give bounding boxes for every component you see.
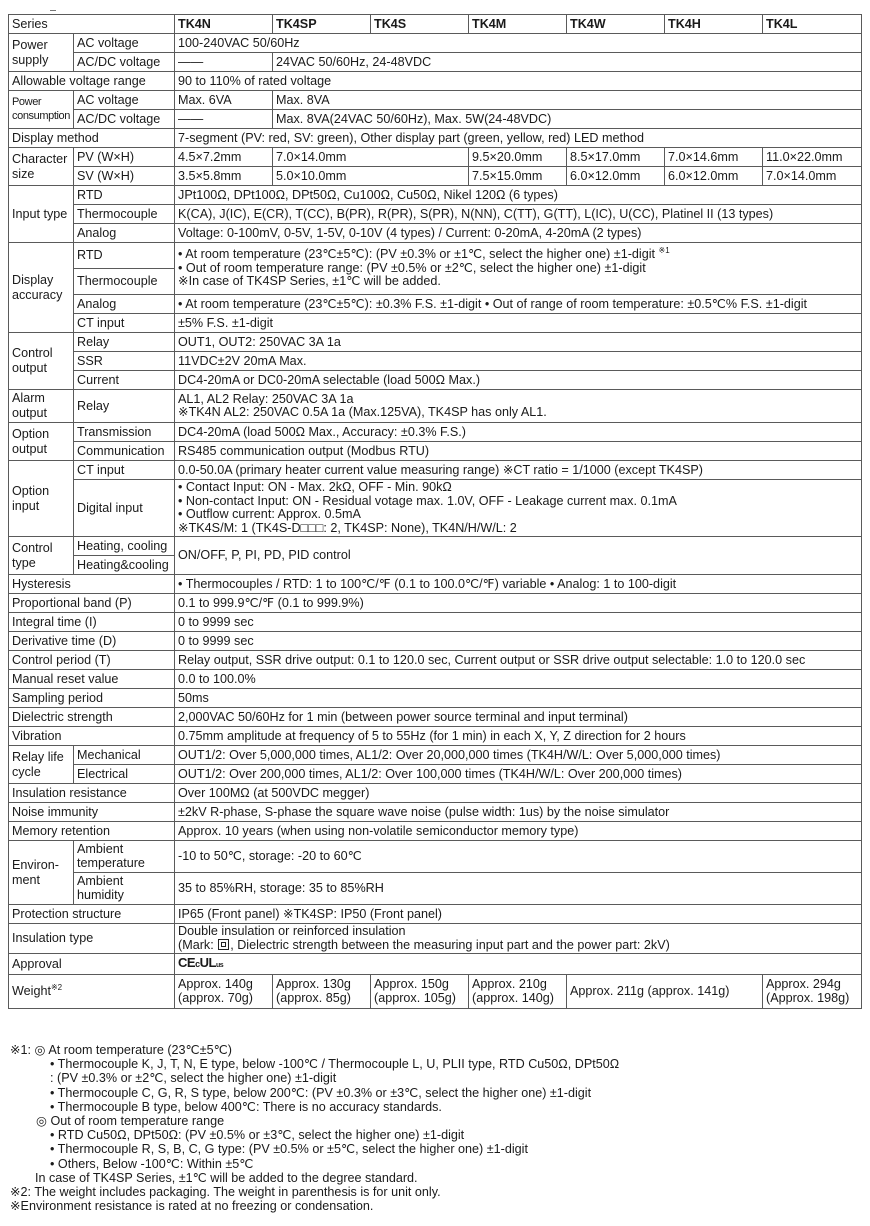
option-output-label: Option output	[9, 423, 74, 461]
rtd-value: JPt100Ω, DPt100Ω, DPt50Ω, Cu100Ω, Cu50Ω, Nikel 120Ω (6 types)	[175, 186, 862, 205]
integral-time-label: Integral time (I)	[9, 613, 175, 632]
footnote-line: ※Environment resistance is rated at no freezing or condensation.	[10, 1199, 374, 1214]
ul-mark-icon: UL	[199, 955, 216, 970]
table-row	[9, 224, 862, 243]
table-row	[9, 841, 862, 873]
c-mark: c	[195, 959, 200, 969]
digital-line-3: • Outflow current: Approx. 0.5mA	[178, 507, 361, 521]
sv-tk4n: 3.5×5.8mm	[175, 167, 273, 186]
alarm-relay-label: Relay	[74, 390, 175, 423]
protection-label: Protection structure	[9, 905, 175, 924]
footnotes	[10, 1043, 619, 1213]
manual-reset-value: 0.0 to 100.0%	[175, 670, 862, 689]
model-tk4m: TK4M	[469, 15, 567, 34]
weight-label-text: Weight	[12, 984, 51, 998]
table-row	[9, 34, 862, 53]
co-ssr-label: SSR	[74, 352, 175, 371]
table-row	[9, 924, 862, 954]
acc-line-3: ※In case of TK4SP Series, ±1℃ will be added.	[178, 274, 441, 289]
acc-analog-label: Analog	[74, 295, 175, 314]
insulation-line-2a: (Mark:	[178, 937, 218, 952]
model-tk4sp: TK4SP	[273, 15, 371, 34]
alarm-line-1: AL1, AL2 Relay: 250VAC 3A 1a	[178, 391, 354, 406]
certification-logos	[178, 955, 223, 970]
page-mark	[50, 10, 56, 11]
digital-line-4a: ※TK4S/M: 1 (TK4S-D	[178, 520, 301, 535]
footnote-line: In case of TK4SP Series, ±1℃ will be added to the degree standard.	[35, 1170, 418, 1185]
manual-reset-label: Manual reset value	[9, 670, 175, 689]
dielectric-strength-value: 2,000VAC 50/60Hz for 1 min (between power source terminal and input terminal)	[175, 708, 862, 727]
pc-ac-value: Max. 8VA	[273, 91, 862, 110]
ambient-humidity-value: 35 to 85%RH, storage: 35 to 85%RH	[175, 873, 862, 905]
proportional-band-value: 0.1 to 999.9℃/℉ (0.1 to 999.9%)	[175, 594, 862, 613]
rtd-label: RTD	[74, 186, 175, 205]
proportional-band-label: Proportional band (P)	[9, 594, 175, 613]
table-row	[9, 167, 862, 186]
derivative-time-value: 0 to 9999 sec	[175, 632, 862, 651]
mechanical-value: OUT1/2: Over 5,000,000 times, AL1/2: Over 20,000,000 times (TK4H/W/L: Over 5,000,000 times)	[175, 746, 862, 765]
weight-tk4m: Approx. 210g (approx. 140g)	[469, 975, 567, 1009]
ac-voltage-label: AC voltage	[74, 34, 175, 53]
table-row	[9, 314, 862, 333]
insulation-type-value	[175, 924, 862, 954]
insulation-line-1: Double insulation or reinforced insulation	[178, 924, 406, 938]
electrical-value: OUT1/2: Over 200,000 times, AL1/2: Over 100,000 times (TK4H/W/L: Over 200,000 times)	[175, 765, 862, 784]
allowable-voltage-value: 90 to 110% of rated voltage	[175, 72, 862, 91]
table-row	[9, 765, 862, 784]
weight-tk4w-tk4h: Approx. 211g (approx. 141g)	[567, 975, 763, 1009]
pv-tk4sp-tk4s: 7.0×14.0mm	[273, 148, 469, 167]
memory-retention-value: Approx. 10 years (when using non-volatile semiconductor memory type)	[175, 822, 862, 841]
footnote-line: • Others, Below -100℃: Within ±5℃	[50, 1156, 254, 1171]
table-row	[9, 333, 862, 352]
communication-label: Communication	[74, 442, 175, 461]
memory-retention-label: Memory retention	[9, 822, 175, 841]
integral-time-value: 0 to 9999 sec	[175, 613, 862, 632]
control-type-value: ON/OFF, P, PI, PD, PID control	[175, 537, 862, 575]
sv-tk4m: 7.5×15.0mm	[469, 167, 567, 186]
spec-table	[8, 14, 862, 1009]
pv-tk4h: 7.0×14.6mm	[665, 148, 763, 167]
thermocouple-value: K(CA), J(IC), E(CR), T(CC), B(PR), R(PR), S(PR), N(NN), C(TT), G(TT), L(IC), U(CC), Platinel II (13 types)	[175, 205, 862, 224]
allowable-voltage-label: Allowable voltage range	[9, 72, 175, 91]
table-row	[9, 727, 862, 746]
analog-value: Voltage: 0-100mV, 0-5V, 1-5V, 0-10V (4 types) / Current: 0-20mA, 4-20mA (2 types)	[175, 224, 862, 243]
table-row	[9, 632, 862, 651]
power-consumption-label-2: consumption	[12, 109, 70, 122]
table-row	[9, 651, 862, 670]
header-row	[9, 15, 862, 34]
weight-tk4s: Approx. 150g (approx. 105g)	[371, 975, 469, 1009]
vibration-label: Vibration	[9, 727, 175, 746]
transmission-value: DC4-20mA (load 500Ω Max., Accuracy: ±0.3% F.S.)	[175, 423, 862, 442]
pc-acdc-value: Max. 8VA(24VAC 50/60Hz), Max. 5W(24-48VDC)	[273, 110, 862, 129]
acc-line-2: • Out of room temperature range: (PV ±0.5% or ±2℃, select the higher one) ±1-digit	[178, 260, 646, 275]
table-row	[9, 110, 862, 129]
display-method-value: 7-segment (PV: red, SV: green), Other display part (green, yellow, red) LED method	[175, 129, 862, 148]
double-insulation-mark-icon	[218, 939, 229, 950]
digital-line-2: • Non-contact Input: ON - Residual votage max. 1.0V, OFF - Leakage current max. 0.1mA	[178, 493, 677, 508]
control-type-label: Control type	[9, 537, 74, 575]
noise-immunity-value: ±2kV R-phase, S-phase the square wave noise (pulse width: 1us) by the noise simulator	[175, 803, 862, 822]
character-size-label: Character size	[9, 148, 74, 186]
acdc-voltage-value: 24VAC 50/60Hz, 24-48VDC	[273, 53, 862, 72]
approval-value	[175, 954, 862, 975]
derivative-time-label: Derivative time (D)	[9, 632, 175, 651]
hysteresis-value: • Thermocouples / RTD: 1 to 100℃/℉ (0.1 to 100.0℃/℉) variable • Analog: 1 to 100-digit	[175, 575, 862, 594]
oi-ct-label: CT input	[74, 461, 175, 480]
acc-rtd-tc-value	[175, 243, 862, 295]
environment-label: Environ-ment	[9, 841, 74, 905]
dielectric-strength-label: Dielectric strength	[9, 708, 175, 727]
table-row	[9, 480, 862, 537]
acdc-voltage-label: AC/DC voltage	[74, 53, 175, 72]
table-row	[9, 670, 862, 689]
footnote-line: • Thermocouple B type, below 400℃: There is no accuracy standards.	[50, 1099, 442, 1114]
pc-acdc-label: AC/DC voltage	[74, 110, 175, 129]
footnote-line: ※1: ◎ At room temperature (23℃±5℃)	[10, 1043, 232, 1057]
weight-label	[9, 975, 175, 1009]
display-accuracy-label: Display accuracy	[9, 243, 74, 333]
pv-tk4n: 4.5×7.2mm	[175, 148, 273, 167]
ambient-temp-value: -10 to 50℃, storage: -20 to 60℃	[175, 841, 862, 873]
ce-mark-icon: CE	[178, 955, 196, 970]
table-row	[9, 461, 862, 480]
insulation-line-2b: , Dielectric strength between the measuring input part and the power part: 2kV)	[230, 937, 670, 952]
heating-and-cooling-label: Heating&cooling	[74, 556, 175, 575]
digital-line-1: • Contact Input: ON - Max. 2kΩ, OFF - Min. 90kΩ	[178, 480, 452, 494]
acc-thermocouple-label: Thermocouple	[74, 269, 175, 295]
table-row	[9, 613, 862, 632]
noise-immunity-label: Noise immunity	[9, 803, 175, 822]
digital-input-value	[175, 480, 862, 537]
alarm-line-2: ※TK4N AL2: 250VAC 0.5A 1a (Max.125VA), TK4SP has only AL1.	[178, 405, 547, 419]
table-row	[9, 746, 862, 765]
table-row	[9, 954, 862, 975]
mechanical-label: Mechanical	[74, 746, 175, 765]
sampling-period-value: 50ms	[175, 689, 862, 708]
analog-label: Analog	[74, 224, 175, 243]
power-consumption-label	[9, 91, 74, 129]
acc-analog-value: • At room temperature (23℃±5℃): ±0.3% F.S. ±1-digit • Out of range of room temperature: ±0.5℃% F.S. ±1-digit	[175, 295, 862, 314]
co-ssr-value: 11VDC±2V 20mA Max.	[175, 352, 862, 371]
relay-life-label: Relay life cycle	[9, 746, 74, 784]
footnote-line: • RTD Cu50Ω, DPt50Ω: (PV ±0.5% or ±3℃, select the higher one) ±1-digit	[50, 1128, 465, 1143]
co-current-label: Current	[74, 371, 175, 390]
alarm-output-label: Alarm output	[9, 390, 74, 423]
co-relay-label: Relay	[74, 333, 175, 352]
table-row	[9, 53, 862, 72]
footnote-line: ※2: The weight includes packaging. The weight in parenthesis is for unit only.	[10, 1185, 441, 1200]
table-row	[9, 594, 862, 613]
table-row	[9, 575, 862, 594]
footnote-ref-1: ※1	[658, 246, 670, 256]
footnote-line: • Thermocouple C, G, R, S type, below 200℃: (PV ±0.3% or ±3℃, select the higher one) ±1-digit	[50, 1085, 592, 1100]
table-row	[9, 91, 862, 110]
table-row	[9, 689, 862, 708]
table-row	[9, 148, 862, 167]
sv-label: SV (W×H)	[74, 167, 175, 186]
pv-label: PV (W×H)	[74, 148, 175, 167]
insulation-resistance-label: Insulation resistance	[9, 784, 175, 803]
power-supply-label: Power supply	[9, 34, 74, 72]
acc-ct-value: ±5% F.S. ±1-digit	[175, 314, 862, 333]
digital-input-label: Digital input	[74, 480, 175, 537]
alarm-relay-value	[175, 390, 862, 423]
model-tk4n: TK4N	[175, 15, 273, 34]
ambient-humidity-label: Ambient humidity	[74, 873, 175, 905]
input-type-label: Input type	[9, 186, 74, 243]
electrical-label: Electrical	[74, 765, 175, 784]
sv-tk4w: 6.0×12.0mm	[567, 167, 665, 186]
protection-value: IP65 (Front panel) ※TK4SP: IP50 (Front panel)	[175, 905, 862, 924]
footnote-line: • Thermocouple R, S, B, C, G type: (PV ±0.5% or ±5℃, select the higher one) ±1-digit	[50, 1142, 528, 1157]
weight-tk4l: Approx. 294g (Approx. 198g)	[763, 975, 862, 1009]
footnote-line: ◎ Out of room temperature range	[36, 1114, 225, 1129]
us-mark: us	[215, 962, 224, 969]
ambient-temp-label: Ambient temperature	[74, 841, 175, 873]
sv-tk4sp-tk4s: 5.0×10.0mm	[273, 167, 469, 186]
series-label: Series	[9, 15, 175, 34]
control-period-label: Control period (T)	[9, 651, 175, 670]
sv-tk4h: 6.0×12.0mm	[665, 167, 763, 186]
co-current-value: DC4-20mA or DC0-20mA selectable (load 500Ω Max.)	[175, 371, 862, 390]
co-relay-value: OUT1, OUT2: 250VAC 3A 1a	[175, 333, 862, 352]
table-row	[9, 371, 862, 390]
control-output-label: Control output	[9, 333, 74, 390]
digital-line-4b: : 2, TK4SP: None), TK4N/H/W/L: 2	[323, 520, 517, 535]
control-period-value: Relay output, SSR drive output: 0.1 to 120.0 sec, Current output or SSR drive output selectable: 1.0 to 120.0 sec	[175, 651, 862, 670]
pv-tk4m: 9.5×20.0mm	[469, 148, 567, 167]
table-row	[9, 442, 862, 461]
table-row	[9, 352, 862, 371]
insulation-resistance-value: Over 100MΩ (at 500VDC megger)	[175, 784, 862, 803]
table-row	[9, 708, 862, 727]
table-row	[9, 390, 862, 423]
weight-tk4n: Approx. 140g (approx. 70g)	[175, 975, 273, 1009]
table-row	[9, 205, 862, 224]
sv-tk4l: 7.0×14.0mm	[763, 167, 862, 186]
table-row	[9, 822, 862, 841]
table-row	[9, 186, 862, 205]
table-row	[9, 873, 862, 905]
transmission-label: Transmission	[74, 423, 175, 442]
table-row	[9, 129, 862, 148]
vibration-value: 0.75mm amplitude at frequency of 5 to 55Hz (for 1 min) in each X, Y, Z direction for 2 hours	[175, 727, 862, 746]
hysteresis-label: Hysteresis	[9, 575, 175, 594]
model-tk4w: TK4W	[567, 15, 665, 34]
acc-ct-label: CT input	[74, 314, 175, 333]
pv-tk4l: 11.0×22.0mm	[763, 148, 862, 167]
option-input-label: Option input	[9, 461, 74, 537]
footnote-ref-2: ※2	[50, 982, 63, 992]
table-row	[9, 784, 862, 803]
display-method-label: Display method	[9, 129, 175, 148]
pc-acdc-tk4n: ——	[175, 110, 273, 129]
table-row	[9, 243, 862, 269]
footnote-line: • Thermocouple K, J, T, N, E type, below -100℃ / Thermocouple L, U, PLII type, RTD Cu50Ω, DPt50Ω	[50, 1057, 620, 1072]
insulation-type-label: Insulation type	[9, 924, 175, 954]
table-row	[9, 295, 862, 314]
pv-tk4w: 8.5×17.0mm	[567, 148, 665, 167]
placeholder-boxes: □□□	[300, 520, 324, 535]
acc-rtd-label: RTD	[74, 243, 175, 269]
model-tk4h: TK4H	[665, 15, 763, 34]
model-tk4l: TK4L	[763, 15, 862, 34]
approval-label: Approval	[9, 954, 175, 975]
table-row	[9, 975, 862, 1009]
model-tk4s: TK4S	[371, 15, 469, 34]
acdc-tk4n-value: ——	[175, 53, 273, 72]
table-row	[9, 537, 862, 556]
communication-value: RS485 communication output (Modbus RTU)	[175, 442, 862, 461]
oi-ct-value: 0.0-50.0A (primary heater current value measuring range) ※CT ratio = 1/1000 (except TK4SP)	[175, 461, 862, 480]
thermocouple-label: Thermocouple	[74, 205, 175, 224]
acc-line-1: • At room temperature (23℃±5℃): (PV ±0.3% or ±1℃, select the higher one) ±1-digit	[178, 247, 656, 262]
sampling-period-label: Sampling period	[9, 689, 175, 708]
table-row	[9, 803, 862, 822]
footnote-line: : (PV ±0.3% or ±2℃, select the higher one) ±1-digit	[50, 1071, 337, 1086]
table-row	[9, 905, 862, 924]
table-row	[9, 423, 862, 442]
weight-tk4sp: Approx. 130g (approx. 85g)	[273, 975, 371, 1009]
heating-cooling-label: Heating, cooling	[74, 537, 175, 556]
pc-ac-tk4n: Max. 6VA	[175, 91, 273, 110]
ac-voltage-value: 100-240VAC 50/60Hz	[175, 34, 862, 53]
table-row	[9, 72, 862, 91]
power-consumption-label-1: Power	[12, 96, 42, 108]
pc-ac-label: AC voltage	[74, 91, 175, 110]
